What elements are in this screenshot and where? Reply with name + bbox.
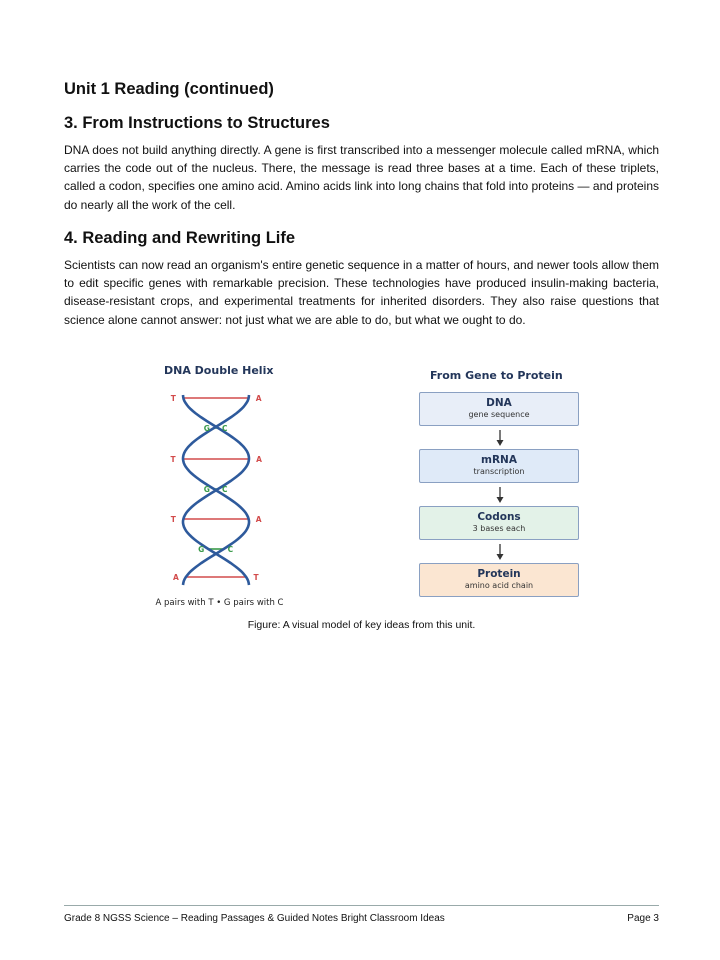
flow-title: From Gene to Protein [430, 369, 563, 382]
footer-divider [64, 905, 659, 906]
flow-step-title: mRNA [481, 454, 517, 466]
helix-note: A pairs with T • G pairs with C [155, 598, 284, 608]
base-label-right: C [222, 424, 228, 433]
footer-brand: Bright Classroom Ideas [340, 913, 445, 924]
arrow-down-icon [495, 429, 505, 447]
base-label-left: A [172, 573, 179, 582]
flow-step-subtitle: amino acid chain [464, 581, 534, 590]
arrow-down-icon [495, 486, 505, 504]
base-label-left: T [170, 455, 176, 464]
base-label-right: A [255, 515, 262, 524]
arrow-down-icon [495, 543, 505, 561]
flow-step-protein [419, 563, 579, 597]
document-page [64, 0, 659, 960]
flow-step-title: Protein [477, 568, 521, 580]
flow-step-title: Codons [477, 511, 521, 523]
unit-title: Unit 1 Reading (continued) [64, 80, 274, 98]
base-label-left: G [203, 424, 210, 433]
base-label-left: G [198, 545, 205, 554]
flow-step-title: DNA [486, 397, 512, 409]
footer-title [64, 913, 445, 924]
base-label-left: T [170, 394, 176, 403]
base-label-right: C [222, 485, 228, 494]
base-label-right: T [253, 573, 259, 582]
flow-step-subtitle: 3 bases each [472, 524, 526, 533]
base-label-left: T [170, 515, 176, 524]
page-number: Page 3 [627, 913, 659, 924]
dna-helix-diagram [152, 385, 287, 595]
base-label-left: G [203, 485, 210, 494]
base-label-right: A [256, 455, 262, 464]
flow-step-codons [419, 506, 579, 540]
flow-step-subtitle: gene sequence [468, 410, 530, 419]
base-label-right: C [227, 545, 234, 554]
section-3-heading: 3. From Instructions to Structures [64, 114, 330, 132]
section-4-body: Scientists can now read an organism's entire genetic sequence in a matter of hours, and newer tools allow them to edit specific genes with remarkable precision. These technologies have produced insulin-making bacteria, disease-resistant crops, and experimental treatments for inherited disorders. They also raise questions that science alone cannot answer: not just what we are able to do, but what we ought to do. [64, 258, 659, 327]
helix-strand-right [183, 395, 249, 585]
section-4-heading: 4. Reading and Rewriting Life [64, 229, 296, 247]
base-label-right: A [255, 394, 262, 403]
footer-series: Grade 8 NGSS Science – Reading Passages & Guided Notes [64, 913, 339, 924]
flow-step-dna [419, 392, 579, 426]
figure-caption: Figure: A visual model of key ideas from this unit. [247, 619, 476, 631]
helix-title: DNA Double Helix [164, 364, 274, 377]
flow-step-subtitle: transcription [473, 467, 525, 476]
section-3-body: DNA does not build anything directly. A gene is first transcribed into a messenger molecule called mRNA, which carries the code out of the nucleus. There, the message is read three bases at a time. Each of these triplets, called a codon, specifies one amino acid. Amino acids link into long chains that fold into proteins — and proteins do nearly all the work of the cell. [64, 143, 659, 212]
flow-step-mrna [419, 449, 579, 483]
